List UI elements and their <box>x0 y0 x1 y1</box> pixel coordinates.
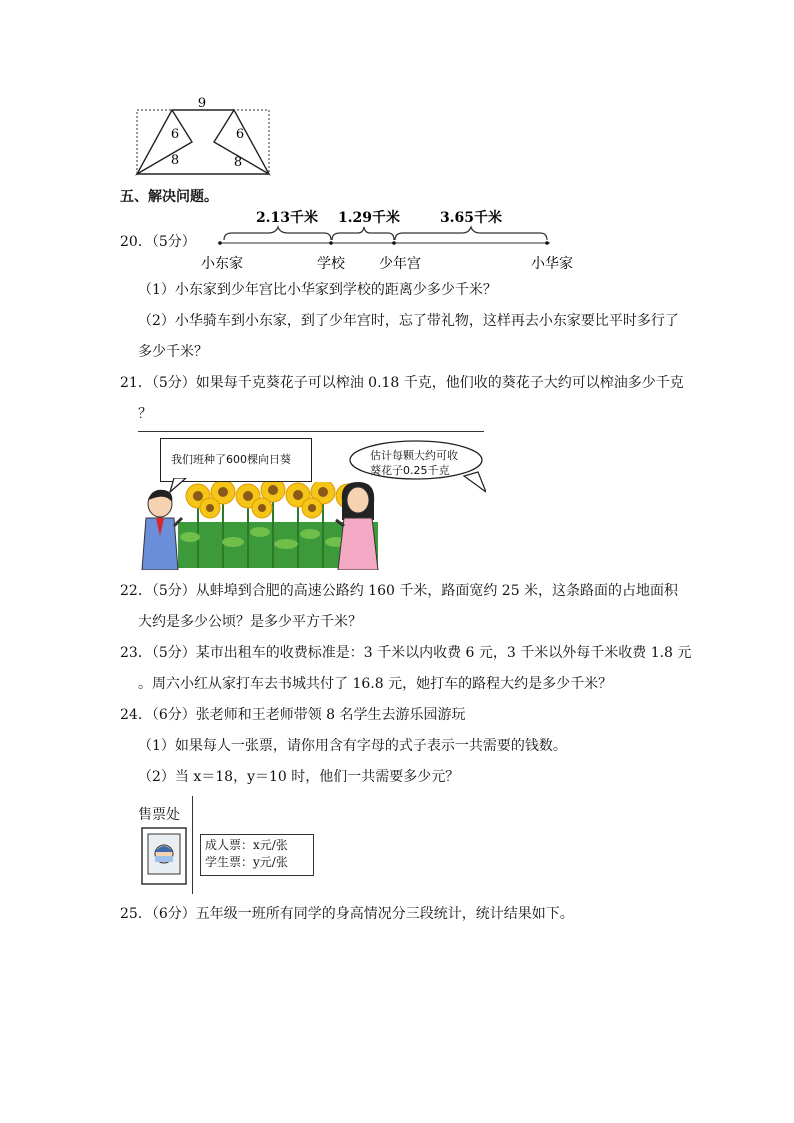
q20-number: 20．（5分） <box>120 234 196 250</box>
illustration-top-rule <box>138 431 484 432</box>
q21-line2: ？ <box>138 406 152 422</box>
bubble-right-text-2: 葵花子0.25千克 <box>370 464 450 477</box>
distance-diagram <box>200 206 578 276</box>
q20-sub1: （1）小东家到少年宫比小华家到学校的距离少多少千米？ <box>138 282 497 298</box>
bubble-left <box>160 438 312 482</box>
bubble-right-text-1: 估计每颗大约可收 <box>370 449 458 462</box>
sunflower-illustration <box>138 430 486 570</box>
student-price: 学生票：y元/张 <box>205 855 288 869</box>
figure-top-label: 9 <box>197 96 207 111</box>
place-label-2: 学校 <box>317 256 345 272</box>
ticket-booth <box>138 796 310 896</box>
segment-label-1: 2.13千米 <box>255 210 319 226</box>
adult-price: 成人票：x元/张 <box>205 838 288 852</box>
place-label-3: 少年宫 <box>379 256 421 272</box>
booth-label: 售票处 <box>138 807 180 823</box>
place-label-4: 小华家 <box>531 256 573 272</box>
q21-line1: 21．（5分）如果每千克葵花子可以榨油 0.18 千克，他们收的葵花子大约可以榨油多少千克 <box>120 375 684 391</box>
geometry-figure <box>132 94 274 178</box>
boy-figure <box>138 488 184 570</box>
segment-label-3: 3.65千米 <box>439 210 503 226</box>
booth-divider <box>192 796 193 894</box>
figure-right-upper: 6 <box>235 127 245 142</box>
figure-left-lower: 8 <box>170 153 180 168</box>
q24-sub1: （1）如果每人一张票，请你用含有字母的式子表示一共需要的钱数。 <box>138 738 567 754</box>
girl-figure <box>334 480 380 570</box>
figure-left-upper: 6 <box>170 127 180 142</box>
q23-line2: 。周六小红从家打车去书城共付了 16.8 元，她打车的路程大约是多少千米？ <box>138 676 613 692</box>
q24-line1: 24．（6分）张老师和王老师带领 8 名学生去游乐园游玩 <box>120 707 466 723</box>
q25-line1: 25．（6分）五年级一班所有同学的身高情况分三段统计，统计结果如下。 <box>120 906 574 922</box>
q22-line2: 大约是多少公顷？是多少平方千米？ <box>138 614 362 630</box>
q20-sub2-line1: （2）小华骑车到小东家，到了少年宫时，忘了带礼物，这样再去小东家要比平时多行了 <box>138 313 679 329</box>
place-label-1: 小东家 <box>201 256 243 272</box>
q22-line1: 22．（5分）从蚌埠到合肥的高速公路约 160 千米，路面宽约 25 米，这条路面的占地面积 <box>120 583 679 599</box>
q24-sub2: （2）当 x＝18，y＝10 时，他们一共需要多少元？ <box>138 769 460 785</box>
figure-right-lower: 8 <box>233 155 243 170</box>
segment-label-2: 1.29千米 <box>337 210 401 226</box>
q20-sub2-line2: 多少千米？ <box>138 344 208 360</box>
q23-line1: 23．（5分）某市出租车的收费标准是：3 千米以内收费 6 元，3 千米以外每千米收费 1.8 元 <box>120 645 692 661</box>
section-heading: 五、解决问题。 <box>120 189 218 205</box>
ticket-price-box <box>200 834 314 876</box>
booth-window <box>140 826 192 890</box>
bubble-left-text: 我们班种了600棵向日葵 <box>171 453 291 466</box>
